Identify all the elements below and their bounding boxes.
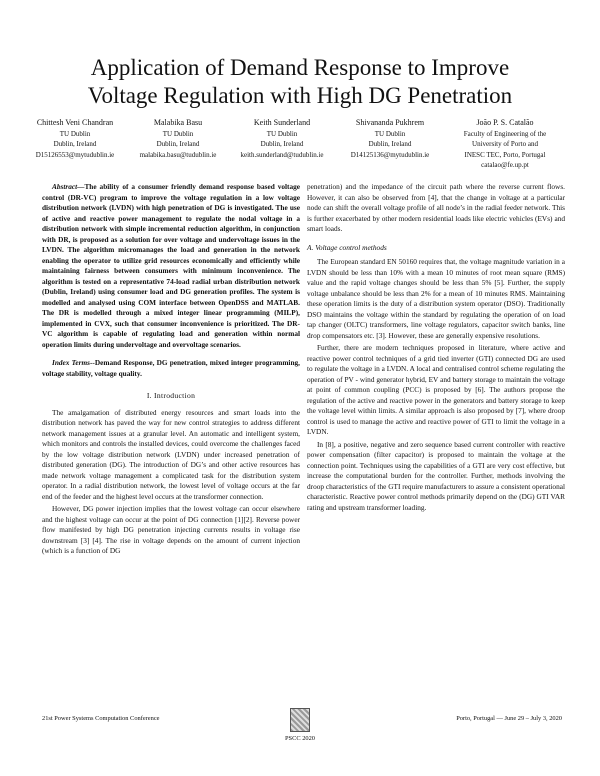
author-affiliation: TU Dublin (374, 129, 406, 138)
author-email: catalao@fe.up.pt (481, 161, 529, 169)
title-line-1: Application of Demand Response to Improve (90, 55, 510, 80)
abstract-text: —The ability of a consumer friendly demand response based voltage control (DR-VC) program to improve the voltage regulation in a low voltage distribution network (LVDN) with high penetration of DG is investigated. The use of active and reactive power management to regulate the nodal voltage in a distribution network with simple incremental reduction algorithm, in conjunction with DR, is proposed as a solution for over voltage and undervoltage issues in the LVDN. The algorithm micromanages the load and generation in the network enabling the operator to utilize grid resources economically and efficiently while maintaining fairness between consumers with minimum inconvenience. The algorithm is tested on a representative 74-load radial urban distribution network (Dublin, Ireland) using consumer load and DG generation profiles. The system is modelled and analysed using COM interface between OpenDSS and MATLAB. The DR is modelled through a mixed integer linear programming (MILP), implemented in CVX, such that consumer inconvenience is prioritized. The DR-VC algorithm is capable of regulating load and generation within normal operation limits during undervoltage and overvoltage scenarios. (42, 182, 300, 349)
author-block (24, 118, 584, 171)
index-terms-label: Index Terms (52, 358, 90, 367)
author-affiliation: TU Dublin (59, 129, 91, 138)
intro-paragraph-2: However, DG power injection implies that the lowest voltage can occur elsewhere and the highest voltage can occur at the point of DG connection [1][2]. Reverse power flow manifested by high DG penetration injecting currents results in voltage rise downstream [3] [4]. The rise in voltage depends on the amount of current injection (which is a function of DG (42, 504, 300, 555)
author-1 (24, 118, 126, 171)
author-email: D14125136@mytudublin.ie (350, 150, 430, 159)
author-name: Chittesh Veni Chandran (36, 118, 114, 127)
title-line-2: Voltage Regulation with High DG Penetration (87, 83, 513, 108)
paper-title (30, 54, 570, 110)
author-affiliation: TU Dublin (266, 129, 298, 138)
author-3 (230, 118, 334, 171)
abstract-label: Abstract (52, 182, 78, 191)
intro-paragraph-1: The amalgamation of distributed energy resources and smart loads into the distribution network has paved the way for new control strategies to address different network management issues at a granular level. An automatic and intelligent system, which monitors and controls the installed devices, could overcome the challenges faced by the low voltage distribution network (LVDN) under increased penetration of distributed generation (DG). The introduction of DG’s and other active resources has made network voltage management a complicated task for the distribution system operator. In a radial distribution network, the lowest level of voltage occurs at the far end of the feeder and the highest level occurs at the transformer connection. (42, 407, 300, 501)
author-location: Dublin, Ireland (368, 140, 412, 148)
author-5 (446, 118, 564, 171)
right-paragraph-2: Further, there are modern techniques proposed in literature, where active and reactive power control techniques of a grid tied inverter (GTI) connected DG are used to regulate the voltage in a LVDN. A local and centralised control scheme regulating the operation of PV - wind generator hybrid, EV and battery storage to maintain the voltage at point of common coupling (PCC) is proposed by [6]. The authors propose the regulation of the active and reactive power in the generators and battery storage to keep the voltage level within limits. A similar approach is also proposed by [7], where droop control is used to manage the active and reactive power of GTI to limit the voltage in a LVDN. (307, 343, 565, 436)
section-heading-introduction: I. Introduction (146, 391, 196, 400)
author-name: Keith Sunderland (253, 118, 311, 127)
footer-pscc: PSCC 2020 (284, 735, 315, 742)
author-4 (334, 118, 446, 171)
conference-logo-icon (290, 708, 310, 732)
author-location: Dublin, Ireland (260, 140, 304, 148)
author-affiliation: TU Dublin (162, 129, 194, 138)
author-name: Malabika Basu (153, 118, 203, 127)
footer-location-date: Porto, Portugal — June 29 – July 3, 2020 (456, 715, 562, 722)
index-terms-text: --Demand Response, DG penetration, mixed integer programming, voltage stability, voltage quality. (42, 358, 300, 378)
right-paragraph-continued: penetration) and the impedance of the circuit path where the reverse current flows. However, it can also be observed from [4], that the change in voltage at a particular node can shift the overall voltage profile of all node’s in the radial feeder network. This is further exacerbated by other modern residential loads like electric vehicles (EVs) and smart loads. (307, 182, 565, 233)
right-column (307, 182, 565, 515)
author-affiliation-2: University of Porto and (472, 140, 538, 148)
right-paragraph-3: In [8], a positive, negative and zero sequence based current controller with reactive power compensation (filter capacitor) is proposed to maintain the voltage at the connection point. Techniques using the capabilities of a GTI are very cost effective, but increase the computational burden for the controller. Further, methods involving the droop characteristics of the GTI require manufacturers to assure a consistent operational characteristic. Reactive power control methods primarily depend on the (DG) GTI VAR rating and upstream transformer loading. (307, 439, 565, 512)
left-column (42, 182, 300, 559)
author-2 (126, 118, 230, 171)
author-location: Dublin, Ireland (156, 140, 200, 148)
author-affiliation: Faculty of Engineering of the (463, 129, 547, 138)
author-location: Dublin, Ireland (53, 140, 97, 148)
right-paragraph-1: The European standard EN 50160 requires that, the voltage magnitude variation in a LVDN should be less than 10% with a mean 10 minutes of root mean square (RMS) value and the rapid voltage changes should be less than 5% [5]. Further, the supply voltage unbalance should be less than 2% for a mean of 10 minutes RMS. Maintaining these operation limits is the duty of a distribution system operator (DSO). Traditionally DSO maintains the voltage within the standard by regulating the operation of on load tap changer (OLTC) transformers, line voltage regulators, capacitor switch banks, line drop compensators etc. [3]. However, these are generally expensive resolutions. (307, 257, 565, 340)
author-email: malabika.basu@tudublin.ie (139, 150, 217, 159)
author-name: João P. S. Catalão (476, 118, 534, 127)
author-email: D15126553@mytudublin.ie (35, 150, 115, 159)
index-terms (42, 358, 300, 379)
author-location: INESC TEC, Porto, Portugal (464, 150, 546, 159)
abstract (42, 182, 300, 350)
subsection-heading-voltage-control: A. Voltage control methods (307, 242, 387, 252)
author-name: Shivananda Pukhrem (355, 118, 425, 127)
author-email: keith.sunderland@tudublin.ie (240, 150, 324, 159)
footer-conference: 21st Power Systems Computation Conference (42, 715, 160, 722)
